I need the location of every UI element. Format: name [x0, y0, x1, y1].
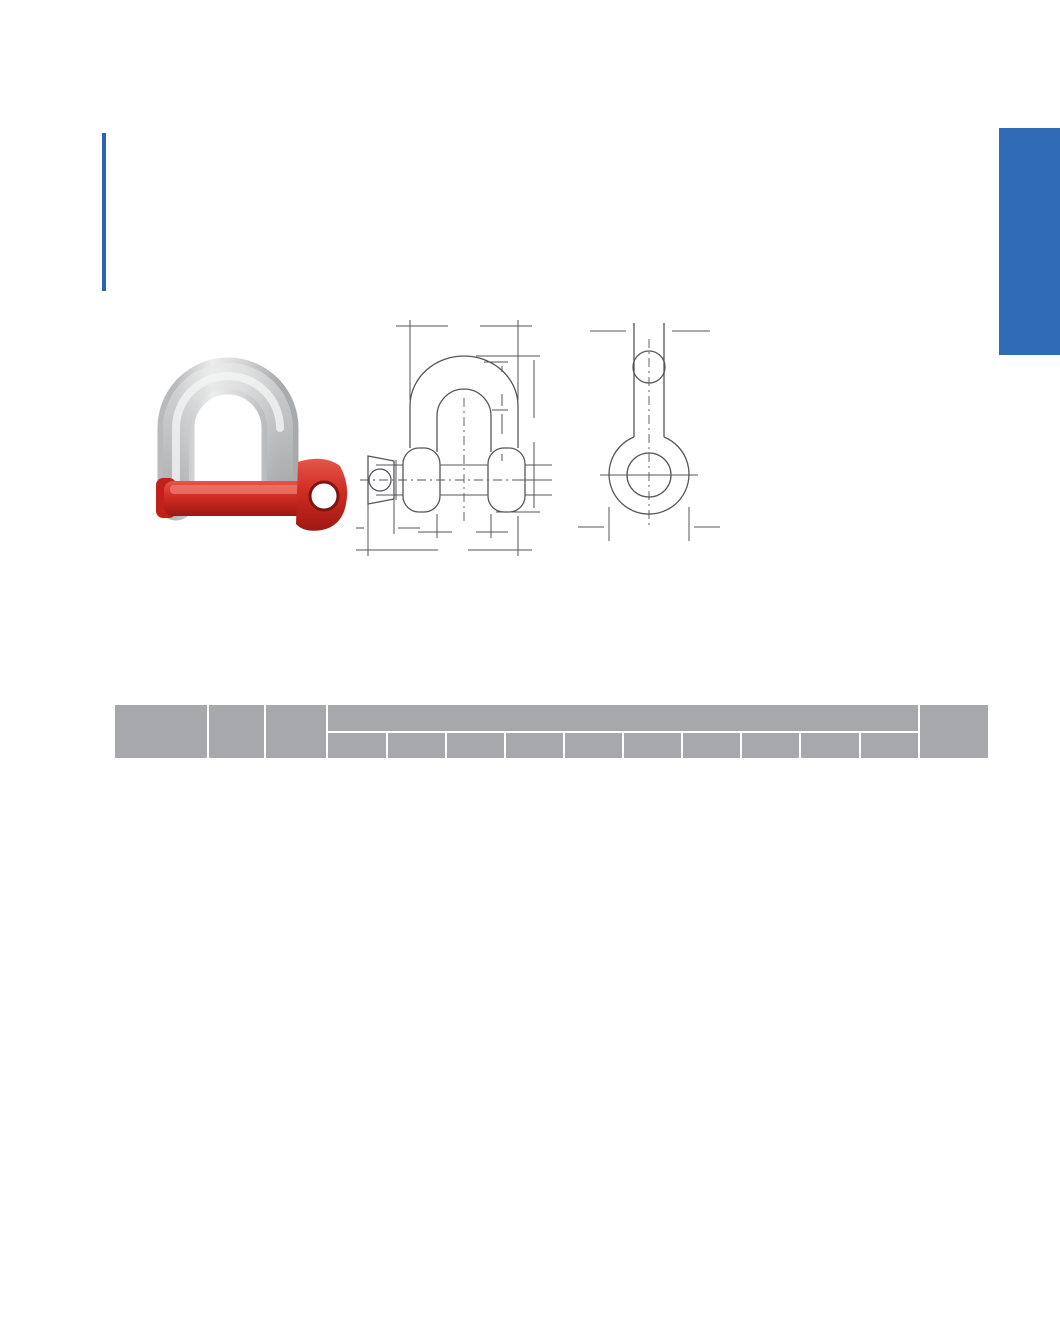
category-tab-label: [999, 128, 1060, 355]
dimension-diagram-front: [356, 306, 578, 558]
col-header-dim-m: [861, 733, 918, 758]
col-header-dimensions: [328, 705, 917, 731]
col-header-art-no: [115, 705, 207, 758]
category-tab-shackle[interactable]: [999, 128, 1060, 355]
col-header-weight: [920, 705, 988, 758]
col-header-dim-c: [447, 733, 504, 758]
product-photo-shackle: [112, 326, 348, 554]
title-accent-bar: [102, 133, 106, 291]
col-header-dim-d: [506, 733, 563, 758]
dimension-diagram-side: [578, 315, 723, 553]
col-header-dim-g: [683, 733, 740, 758]
spec-table-header: [115, 705, 988, 758]
col-header-dim-e: [565, 733, 622, 758]
col-header-dim-l: [801, 733, 858, 758]
col-header-size: [209, 705, 264, 758]
col-header-dim-f: [624, 733, 681, 758]
col-header-dim-a: [328, 733, 385, 758]
col-header-wll: [266, 705, 326, 758]
spec-table: [113, 703, 990, 760]
col-header-dim-b: [388, 733, 445, 758]
col-header-dim-h: [742, 733, 799, 758]
